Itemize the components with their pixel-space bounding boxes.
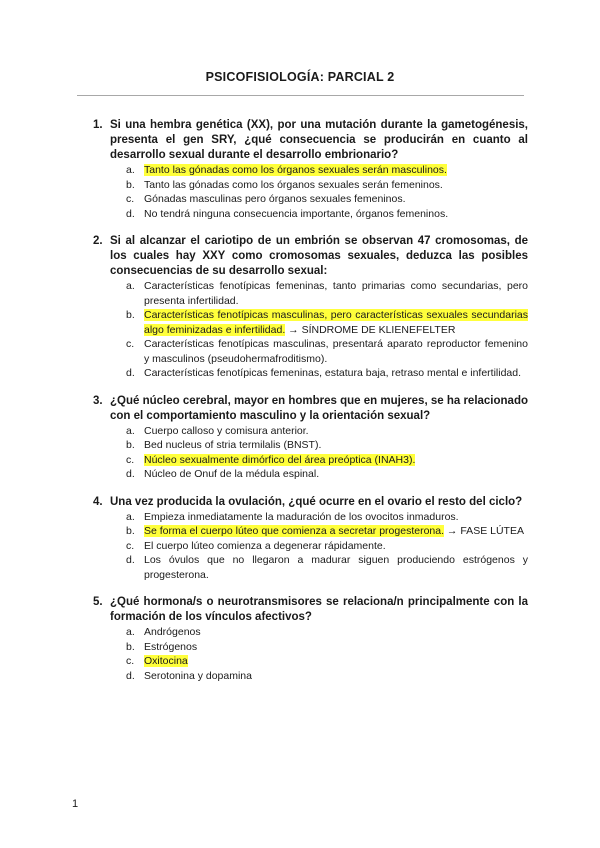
question-number: 3.	[93, 394, 103, 407]
answer-options	[0, 510, 600, 583]
option-text: Serotonina y dopamina	[144, 669, 252, 682]
answer-option	[0, 625, 600, 640]
question-text: ¿Qué núcleo cerebral, mayor en hombres que en mujeres, se ha relacionado con el comportamiento masculino y la orientación sexual?	[110, 394, 528, 422]
highlighted-answer: Se forma el cuerpo lúteo que comienza a secretar progesterona.	[144, 525, 445, 537]
question-number: 4.	[93, 495, 103, 508]
option-text: Bed nucleus of stria termilalis (BNST).	[144, 439, 322, 451]
option-text-block	[144, 553, 528, 582]
question-number: 1.	[93, 119, 103, 131]
page-title: PSICOFISIOLOGÍA: PARCIAL 2	[205, 70, 395, 84]
answer-option	[0, 640, 600, 655]
option-letter: b.	[126, 640, 135, 653]
option-letter: d.	[126, 554, 135, 566]
question-number: 2.	[93, 235, 103, 247]
answer-option	[0, 178, 600, 193]
answer-option	[0, 438, 600, 453]
option-text-block	[144, 669, 528, 684]
highlighted-answer: Núcleo sexualmente dimórfico del área preóptica (INAH3).	[144, 453, 416, 466]
answer-option	[0, 366, 600, 381]
answer-option	[0, 654, 600, 669]
option-letter: c.	[126, 193, 135, 205]
question-text: Si una hembra genética (XX), por una mutación durante la gametogénesis, presenta el gen SRY, ¿qué consecuencia se producirán en cuanto al desarrollo sexual durante el desarrollo embrionario?	[110, 119, 528, 161]
page-number: 1	[72, 798, 79, 810]
option-letter: a.	[126, 510, 135, 523]
answer-options	[0, 279, 600, 381]
question-list	[0, 118, 600, 696]
option-text: Estrógenos	[144, 640, 198, 653]
option-letter: d.	[126, 468, 135, 480]
option-letter: a.	[126, 164, 135, 176]
option-letter: b.	[126, 525, 135, 537]
answer-option	[0, 524, 600, 539]
question-3	[0, 394, 600, 482]
option-text: Características fenotípicas femeninas, estatura baja, retraso mental e infertilidad.	[144, 367, 522, 379]
option-letter: c.	[126, 655, 135, 667]
option-text-block	[144, 424, 528, 439]
option-letter: c.	[126, 453, 135, 466]
question-text: Si al alcanzar el cariotipo de un embrión se observan 47 cromosomas, de los cuales hay XXY como cromosomas sexuales, deduzca las posibles consecuencias de su desarrollo sexual:	[110, 235, 528, 277]
question-2	[0, 234, 600, 381]
answer-note: → SÍNDROME DE KLIENEFELTER	[285, 323, 456, 336]
option-text-block	[144, 453, 528, 468]
option-text-block	[144, 539, 528, 554]
option-text: Núcleo de Onuf de la médula espinal.	[144, 468, 320, 480]
option-text-block	[144, 366, 528, 381]
answer-option	[0, 453, 600, 468]
option-text-block	[144, 178, 528, 193]
option-text-block	[144, 308, 528, 337]
title-divider	[77, 95, 524, 96]
option-text: El cuerpo lúteo comienza a degenerar rápidamente.	[144, 539, 386, 552]
option-text: Los óvulos que no llegaron a madurar siguen produciendo estrógenos y progesterona.	[144, 554, 528, 581]
option-text-block	[144, 438, 528, 453]
option-text-block	[144, 279, 528, 308]
answer-option	[0, 510, 600, 525]
question-4	[0, 495, 600, 583]
option-letter: d.	[126, 367, 135, 379]
option-letter: a.	[126, 424, 135, 437]
option-letter: b.	[126, 309, 135, 321]
answer-option	[0, 337, 600, 366]
option-text-block	[144, 640, 528, 655]
option-letter: a.	[126, 626, 135, 638]
answer-option	[0, 467, 600, 482]
answer-option	[0, 424, 600, 439]
option-text: Empieza inmediatamente la maduración de los ovocitos inmaduros.	[144, 510, 459, 523]
answer-option	[0, 163, 600, 178]
highlighted-answer: Tanto las gónadas como los órganos sexuales serán masculinos.	[144, 164, 447, 176]
answer-option	[0, 192, 600, 207]
option-letter: a.	[126, 280, 135, 292]
answer-options	[0, 625, 600, 683]
answer-option	[0, 553, 600, 582]
answer-option	[0, 279, 600, 308]
option-letter: c.	[126, 338, 135, 350]
question-5	[0, 595, 600, 683]
question-1	[0, 118, 600, 221]
option-text-block	[144, 337, 528, 366]
answer-option	[0, 207, 600, 222]
option-text: Características fenotípicas femeninas, tanto primarias como secundarias, pero presenta infertilidad.	[144, 280, 528, 307]
option-letter: d.	[126, 207, 135, 220]
answer-options	[0, 424, 600, 482]
option-text: No tendrá ninguna consecuencia importante, órganos femeninos.	[144, 207, 449, 220]
option-text: Andrógenos	[144, 626, 201, 638]
option-text: Gónadas masculinas pero órganos sexuales femeninos.	[144, 193, 406, 205]
answer-option	[0, 669, 600, 684]
question-text: Una vez producida la ovulación, ¿qué ocurre en el ovario el resto del ciclo?	[110, 495, 523, 508]
answer-option	[0, 539, 600, 554]
highlighted-answer: Oxitocina	[144, 655, 188, 667]
option-text-block	[144, 654, 528, 669]
question-number: 5.	[93, 596, 103, 608]
answer-options	[0, 163, 600, 221]
option-text-block	[144, 207, 528, 222]
option-text-block	[144, 163, 528, 178]
answer-option	[0, 308, 600, 337]
option-letter: b.	[126, 178, 135, 191]
option-text-block	[144, 467, 528, 482]
option-text-block	[144, 510, 528, 525]
option-text: Tanto las gónadas como los órganos sexuales serán femeninos.	[144, 178, 443, 191]
option-text: Características fenotípicas masculinas, presentará aparato reproductor femenino y masculinos (pseudohermafroditismo).	[144, 338, 528, 365]
highlighted-answer: Características fenotípicas masculinas, pero características sexuales secundarias algo feminizadas e infertilidad.	[144, 309, 528, 336]
option-letter: c.	[126, 539, 135, 552]
option-letter: b.	[126, 439, 135, 451]
option-text: Cuerpo calloso y comisura anterior.	[144, 424, 309, 437]
option-text-block	[144, 625, 528, 640]
option-text-block	[144, 524, 528, 539]
question-text: ¿Qué hormona/s o neurotransmisores se relaciona/n principalmente con la formación de los vínculos afectivos?	[110, 596, 528, 623]
option-text-block	[144, 192, 528, 207]
option-letter: d.	[126, 669, 135, 682]
answer-note: → FASE LÚTEA	[444, 525, 524, 537]
